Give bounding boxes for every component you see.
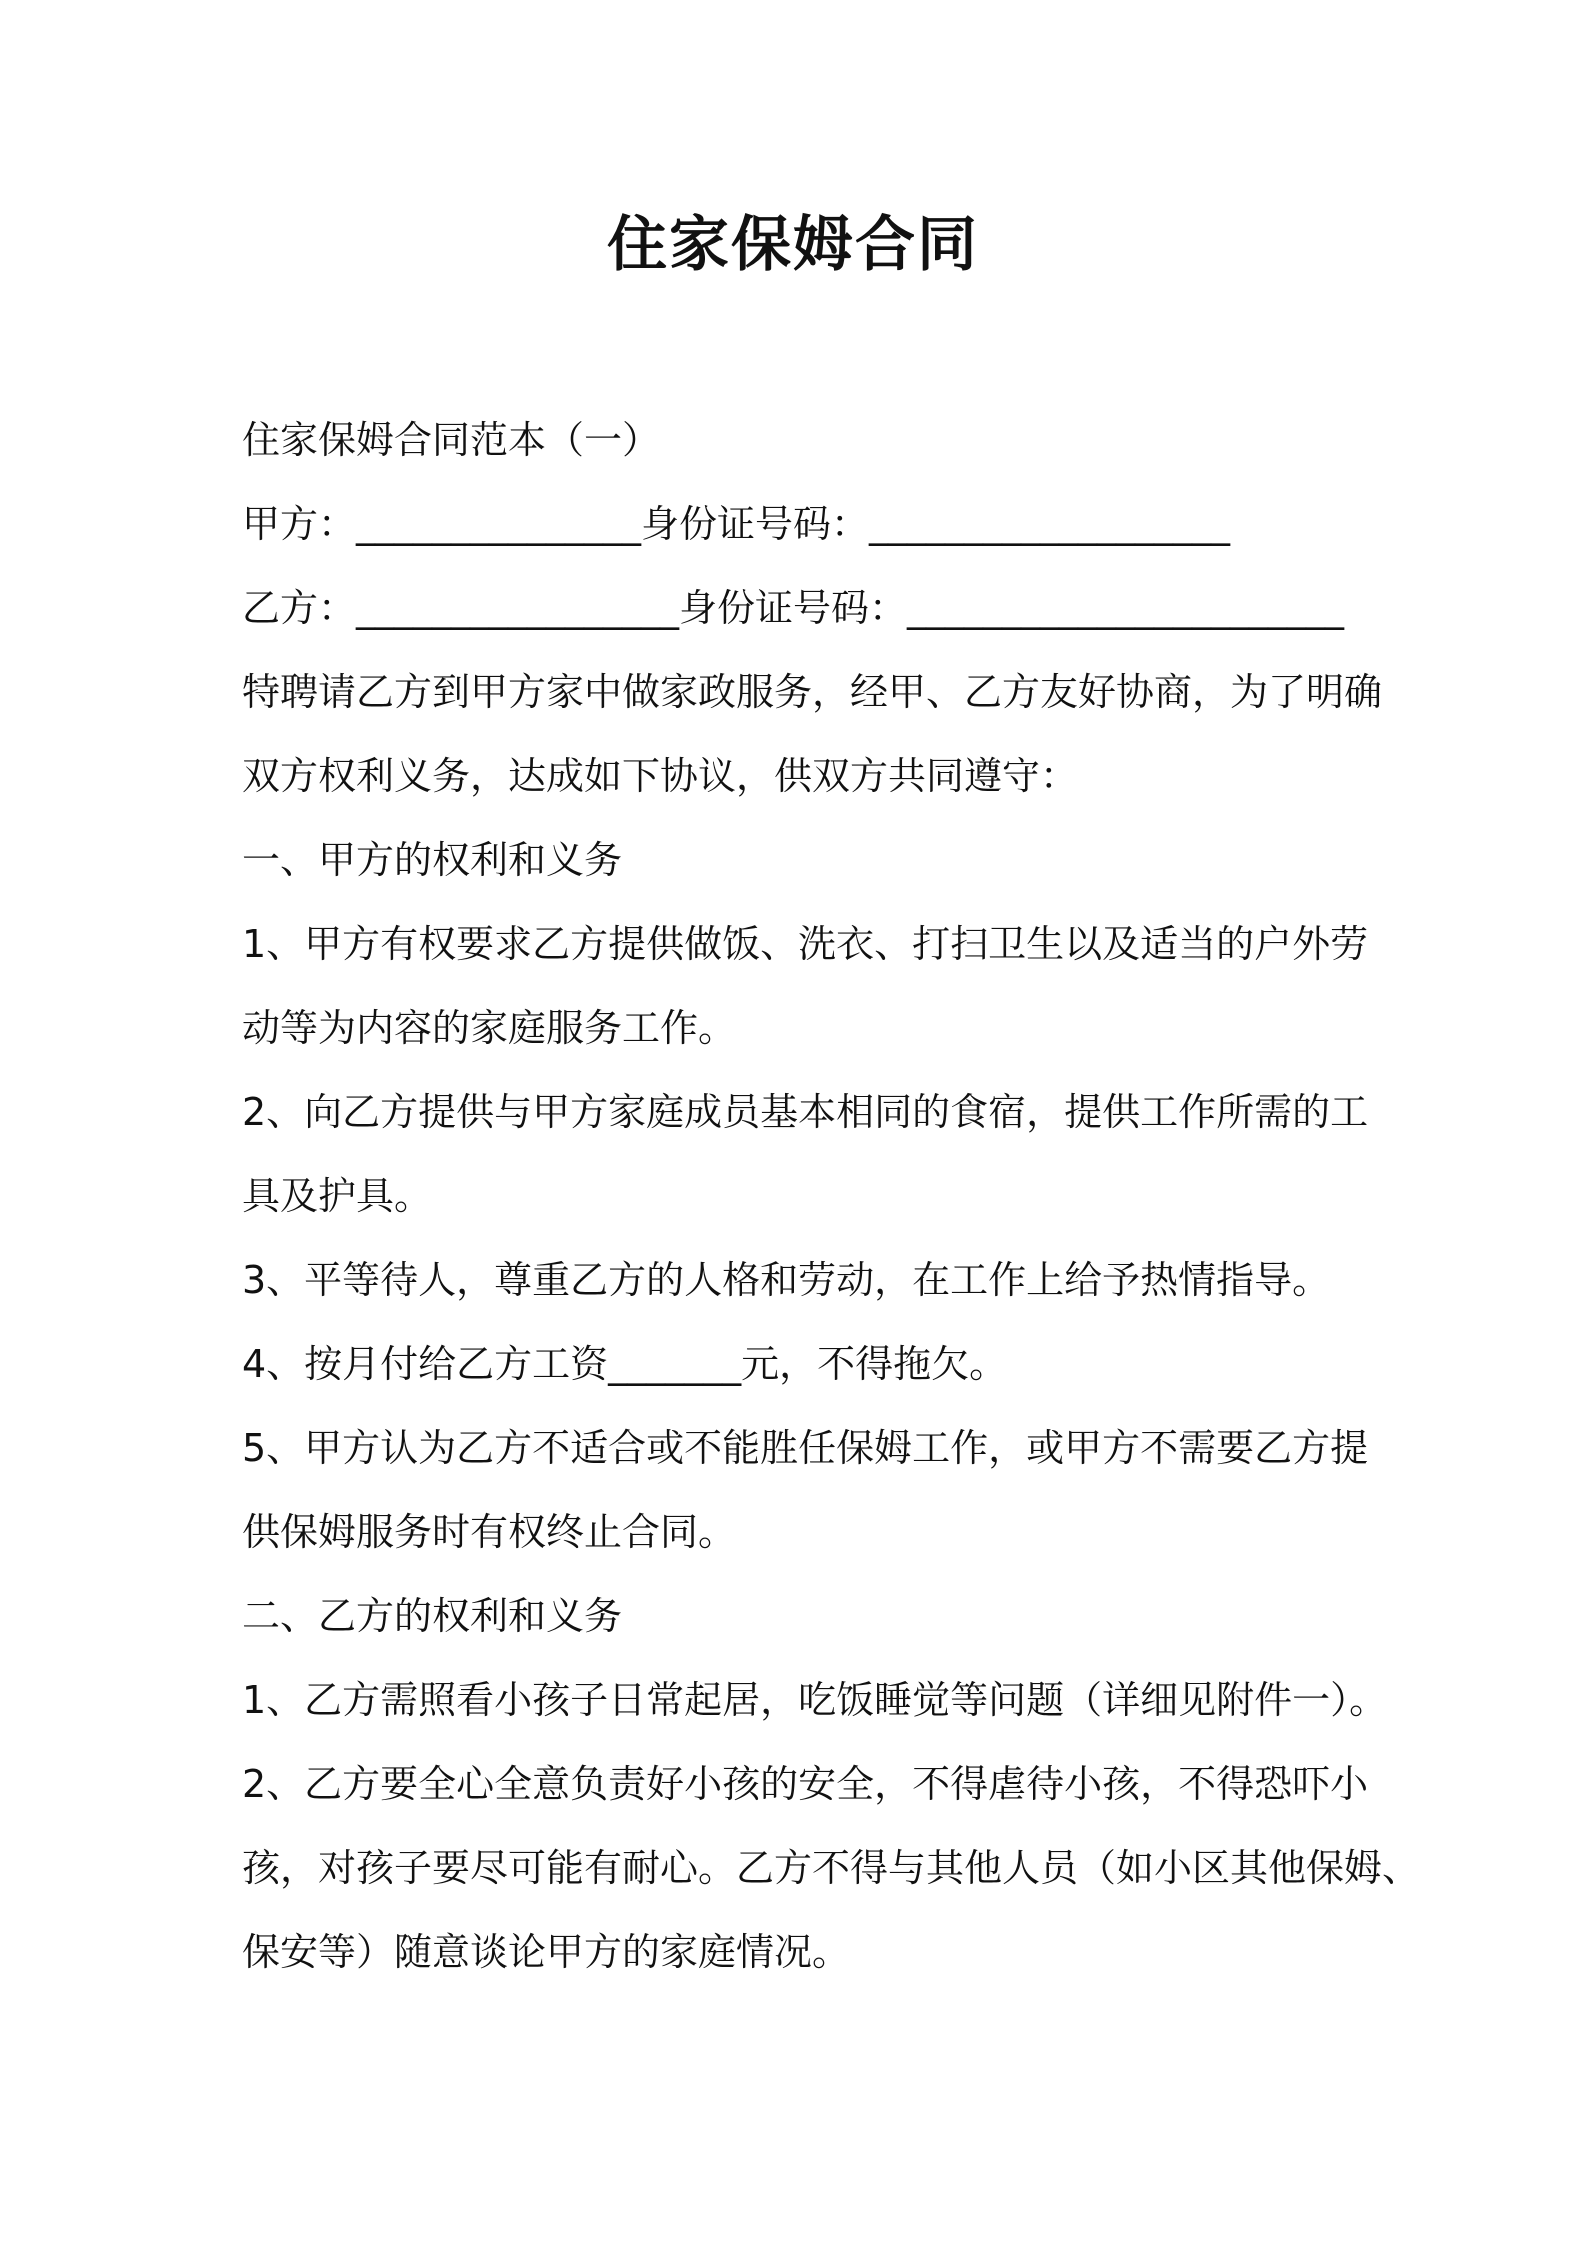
clause-a2-line: 2、向乙方提供与甲方家庭成员基本相同的食宿，提供工作所需的工 [242, 1090, 1369, 1134]
clause-a4-line: 4、按月付给乙方工资_______元，不得拖欠。 [242, 1342, 1008, 1386]
document-title: 住家保姆合同 [607, 210, 979, 280]
section-heading-party-b: 二、乙方的权利和义务 [242, 1594, 623, 1638]
clause-a1-line: 动等为内容的家庭服务工作。 [242, 1006, 737, 1050]
clause-a3-line: 3、平等待人，尊重乙方的人格和劳动，在工作上给予热情指导。 [242, 1258, 1331, 1302]
intro-paragraph-line: 特聘请乙方到甲方家中做家政服务，经甲、乙方友好协商，为了明确 [242, 670, 1383, 714]
section-heading-party-a: 一、甲方的权利和义务 [242, 838, 623, 882]
clause-b2-line: 孩，对孩子要尽可能有耐心。乙方不得与其他人员（如小区其他保姆、 [242, 1846, 1421, 1890]
clause-b1-line: 1、乙方需照看小孩子日常起居，吃饭睡觉等问题（详细见附件一）。 [242, 1678, 1388, 1722]
party-a-line: 甲方：_______________身份证号码：___________________ [242, 502, 1231, 546]
clause-a5-line: 供保姆服务时有权终止合同。 [242, 1510, 737, 1554]
clause-a2-line: 具及护具。 [242, 1174, 433, 1218]
intro-paragraph-line: 双方权利义务，达成如下协议，供双方共同遵守： [242, 754, 1079, 798]
clause-b2-line: 保安等）随意谈论甲方的家庭情况。 [242, 1930, 851, 1974]
clause-a5-line: 5、甲方认为乙方不适合或不能胜任保姆工作，或甲方不需要乙方提 [242, 1426, 1369, 1470]
document-body [242, 398, 1421, 1994]
clause-b2-line: 2、乙方要全心全意负责好小孩的安全，不得虐待小孩，不得恐吓小 [242, 1762, 1369, 1806]
section-heading-template: 住家保姆合同范本（一） [242, 418, 661, 462]
clause-a1-line: 1、甲方有权要求乙方提供做饭、洗衣、打扫卫生以及适当的户外劳 [242, 922, 1369, 966]
party-b-line: 乙方：_________________身份证号码：_______________________ [242, 586, 1345, 630]
